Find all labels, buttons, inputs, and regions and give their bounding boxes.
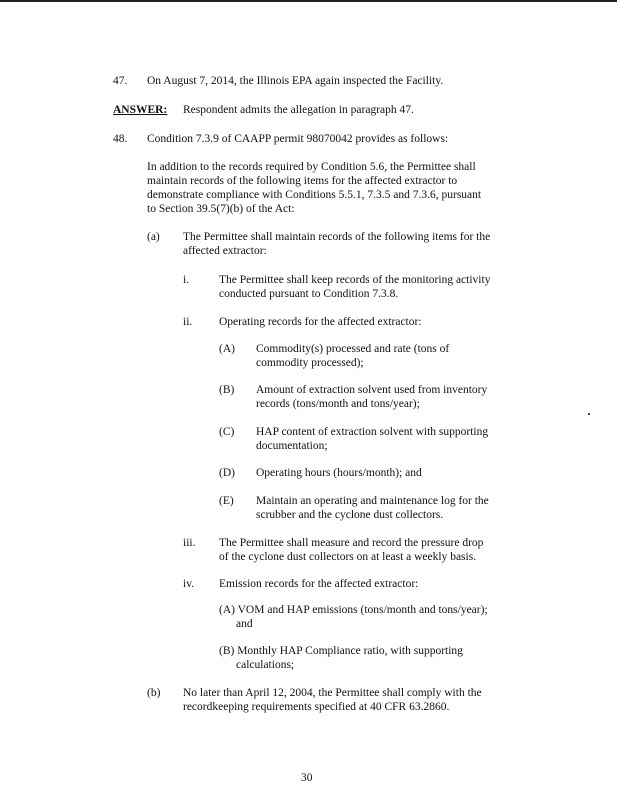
subitem-line: (A) VOM and HAP emissions (tons/month and tons/year); bbox=[219, 604, 488, 616]
item-line: Operating records for the affected extractor: bbox=[219, 316, 422, 328]
subitem-line: Maintain an operating and maintenance log for the bbox=[256, 495, 489, 507]
page-number: 30 bbox=[301, 772, 313, 784]
item-line: of the cyclone dust collectors on at least a weekly basis. bbox=[219, 551, 477, 563]
item-label: (b) bbox=[147, 687, 161, 699]
item-line: The Permittee shall measure and record the pressure drop bbox=[219, 537, 484, 549]
scan-speck bbox=[588, 413, 590, 415]
paragraph-text: On August 7, 2014, the Illinois EPA again inspected the Facility. bbox=[147, 75, 444, 87]
item-line: affected extractor: bbox=[183, 245, 267, 257]
subitem-label: (D) bbox=[219, 467, 235, 479]
scan-top-edge bbox=[0, 0, 617, 2]
paragraph-number: 47. bbox=[113, 75, 128, 87]
subitem-label: (B) bbox=[219, 384, 235, 396]
subitem-line: commodity processed); bbox=[256, 357, 364, 369]
subitem-line: documentation; bbox=[256, 440, 328, 452]
item-line: The Permittee shall keep records of the monitoring activity bbox=[219, 274, 491, 286]
subitem-line: scrubber and the cyclone dust collectors. bbox=[256, 509, 444, 521]
subitem-line: calculations; bbox=[236, 659, 295, 671]
item-label: iv. bbox=[183, 578, 195, 590]
intro-line: In addition to the records required by Condition 5.6, the Permittee shall bbox=[147, 161, 476, 173]
answer-label: ANSWER: bbox=[113, 104, 168, 116]
subitem-line: (B) Monthly HAP Compliance ratio, with supporting bbox=[219, 645, 463, 657]
answer-text: Respondent admits the allegation in paragraph 47. bbox=[183, 104, 414, 116]
item-label: (a) bbox=[147, 231, 160, 243]
subitem-line: HAP content of extraction solvent with supporting bbox=[256, 426, 489, 438]
paragraph-text: Condition 7.3.9 of CAAPP permit 98070042 provides as follows: bbox=[147, 133, 449, 145]
item-label: i. bbox=[183, 274, 190, 286]
subitem-line: Amount of extraction solvent used from inventory bbox=[256, 384, 488, 396]
subitem-label: (C) bbox=[219, 426, 235, 438]
subitem-line: and bbox=[236, 618, 253, 630]
intro-line: to Section 39.5(7)(b) of the Act: bbox=[147, 203, 295, 215]
subitem-line: Operating hours (hours/month); and bbox=[256, 467, 422, 479]
item-line: Emission records for the affected extractor: bbox=[219, 578, 419, 590]
item-line: conducted pursuant to Condition 7.3.8. bbox=[219, 288, 399, 300]
paragraph-number: 48. bbox=[113, 133, 128, 145]
item-line: The Permittee shall maintain records of the following items for the bbox=[183, 231, 491, 243]
intro-line: maintain records of the following items for the affected extractor to bbox=[147, 175, 458, 187]
item-line: recordkeeping requirements specified at 40 CFR 63.2860. bbox=[183, 701, 450, 713]
subitem-label: (E) bbox=[219, 495, 234, 507]
subitem-line: records (tons/month and tons/year); bbox=[256, 398, 420, 410]
subitem-label: (A) bbox=[219, 343, 235, 355]
item-label: iii. bbox=[183, 537, 196, 549]
intro-line: demonstrate compliance with Conditions 5.5.1, 7.3.5 and 7.3.6, pursuant bbox=[147, 189, 482, 201]
item-label: ii. bbox=[183, 316, 193, 328]
subitem-line: Commodity(s) processed and rate (tons of bbox=[256, 343, 450, 355]
item-line: No later than April 12, 2004, the Permittee shall comply with the bbox=[183, 687, 482, 699]
